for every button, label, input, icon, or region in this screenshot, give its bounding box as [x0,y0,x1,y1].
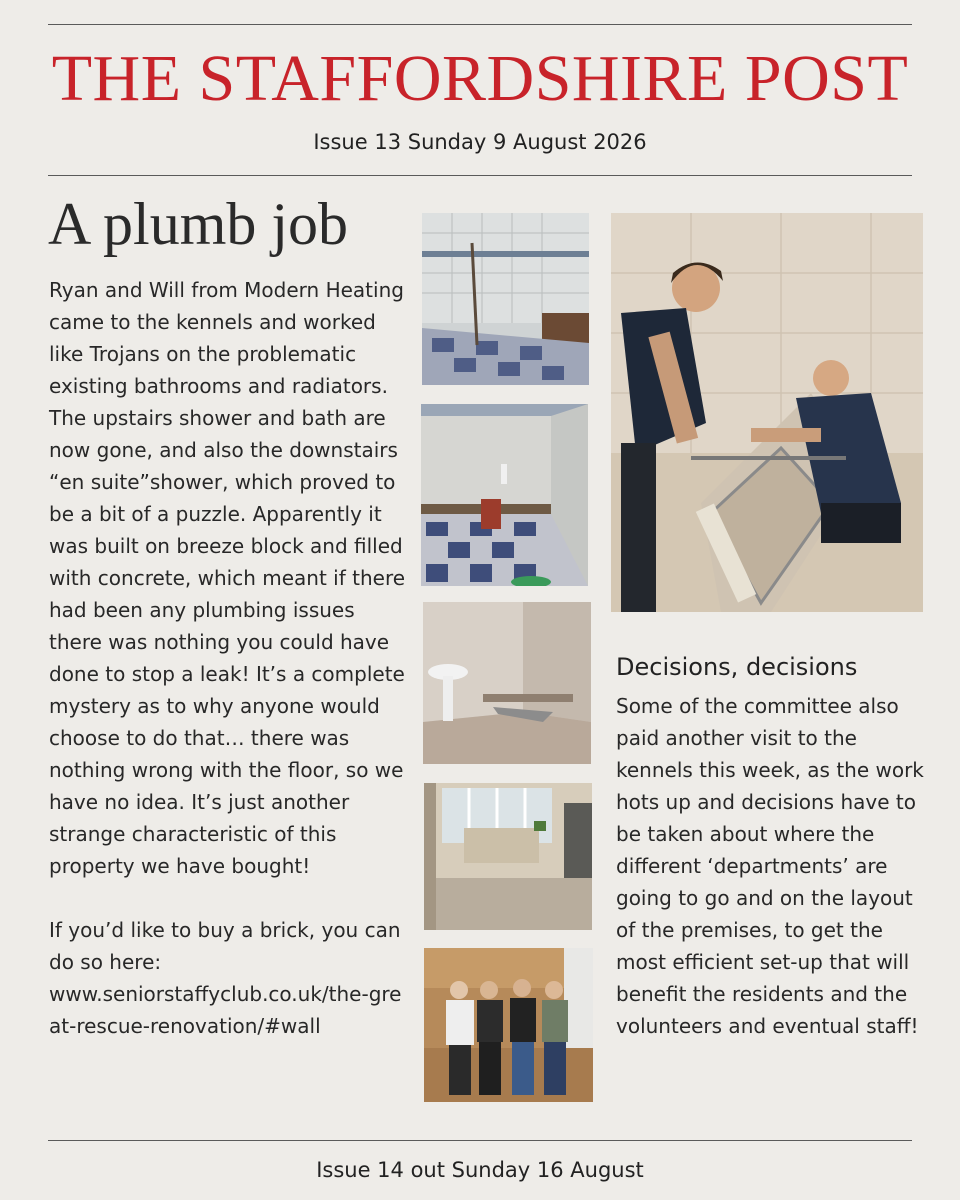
bathroom-basin-photo [423,602,591,764]
masthead-title: THE STAFFORDSHIRE POST [51,42,909,115]
stripped-bathroom-photo-2 [421,404,588,586]
stripped-bathroom-photo-1 [422,213,589,385]
committee-kitchen-photo [424,948,593,1102]
article-paragraph: Ryan and Will from Modern Heating came to the kennels and worked like Trojans on the problematic existing bathrooms and radiators. The upstairs shower and bath are now gone, and also the downstairs “en suite”shower, which proved to be a bit of a puzzle. Apparently it was built on breeze block and filled with concrete, which meant if there had been any plumbing issues there was nothing you could have done to stop a leak! It’s a complete mystery as to why anyone would choose to do that… there was nothing wrong with the floor, so we have no idea. It’s just another strange characteristic of this property we have bought! [49,278,406,878]
plumbers-removing-bath-photo [611,213,923,612]
footer-rule [48,1140,912,1141]
sidebar-text: Some of the committee also paid another visit to the kennels this week, as the work hots up and decisions have to be taken about where the different ‘departments’ are going to go and on the layout of the premises, to get the most efficient set-up that will benefit the residents and the volunteers and eventual staff! [616,694,924,1038]
article-headline: A plumb job [48,191,349,257]
issue-date-line: Issue 13 Sunday 9 August 2026 [313,130,647,154]
empty-room-window-photo [424,783,592,930]
masthead-rule [48,175,912,176]
brick-paragraph: If you’d like to buy a brick, you can do so here: [49,918,401,974]
sidebar-subhead: Decisions, decisions [616,653,858,681]
article-body [49,274,409,1042]
brick-link[interactable]: www.seniorstaffyclub.co.uk/the-great-rescue-renovation/#wall [49,982,402,1038]
next-issue-footer: Issue 14 out Sunday 16 August [316,1158,644,1182]
top-rule [48,24,912,25]
